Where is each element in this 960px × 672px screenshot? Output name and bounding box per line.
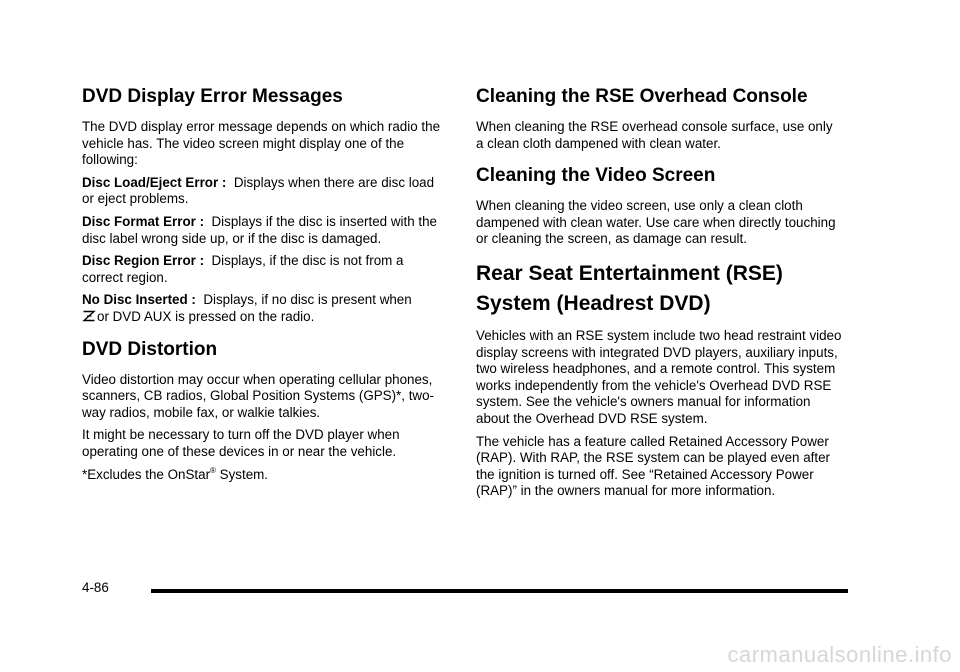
error-term: Disc Load/Eject Error : — [82, 174, 227, 190]
error-item-no-disc — [82, 292, 448, 325]
screen-paragraph: When cleaning the video screen, use only a clean cloth dampened with clean water. Use care when directly touching or cleaning the screen, as damage can result. — [476, 198, 836, 247]
watermark: carmanualsonline.info — [727, 642, 952, 667]
load-eject-icon — [82, 310, 96, 322]
heading-cleaning-video-screen: Cleaning the Video Screen — [476, 165, 716, 187]
distortion-paragraph-1: Video distortion may occur when operating cellular phones, scanners, CB radios, Global Position Systems (GPS)*, two-way radios, mobile fax, or walkie talkies. — [82, 371, 435, 420]
rse-paragraph-2: The vehicle has a feature called Retained Accessory Power (RAP). With RAP, the RSE system can be played even after the ignition is turned off. See “Retained Accessory Power (RAP)” in the owners manual for more information. — [476, 433, 831, 499]
distortion-paragraph-2: It might be necessary to turn off the DVD player when operating one of these devices in or near the vehicle. — [82, 427, 400, 459]
errors-intro-paragraph: The DVD display error message depends on which radio the vehicle has. The video screen might display one of the following: — [82, 119, 441, 168]
console-paragraph: When cleaning the RSE overhead console surface, use only a clean cloth dampened with clean water. — [476, 119, 833, 151]
left-column — [82, 84, 448, 489]
page-number: 4-86 — [82, 580, 109, 595]
rse-paragraph-1: Vehicles with an RSE system include two head restraint video display screens with integrated DVD players, auxiliary inputs, two wireless headphones, and a remote control. This system works independently from the vehicle's Overhead DVD RSE system. See the vehicle's owners manual for information about the Overhead DVD RSE system. — [476, 327, 842, 426]
error-item-load-eject — [82, 175, 448, 208]
heading-dvd-display-error-messages: DVD Display Error Messages — [82, 86, 343, 107]
heading-cleaning-console: Cleaning the RSE Overhead Console — [476, 86, 808, 107]
footnote-text: *Excludes the OnStar — [82, 466, 211, 482]
heading-rse-system — [476, 259, 842, 319]
error-item-format — [82, 214, 448, 247]
error-term: Disc Format Error : — [82, 213, 205, 229]
onstar-footnote — [82, 467, 448, 484]
error-desc: Displays when there are disc load or eject problems. — [82, 174, 435, 207]
error-item-region — [82, 253, 448, 286]
registered-mark: ® — [210, 465, 216, 475]
heading-line-2: System (Headrest DVD) — [476, 291, 711, 315]
error-term: No Disc Inserted : — [82, 292, 196, 308]
heading-dvd-distortion: DVD Distortion — [82, 338, 218, 360]
error-desc-cont: or DVD AUX is pressed on the radio. — [97, 308, 315, 324]
footnote-text-end: System. — [215, 466, 269, 482]
right-column — [476, 84, 842, 506]
error-desc: Displays if the disc is inserted with the disc label wrong side up, or if the disc is damaged. — [82, 213, 438, 246]
error-desc: Displays, if no disc is present when — [203, 292, 412, 308]
error-term: Disc Region Error : — [82, 253, 205, 269]
heading-line-1: Rear Seat Entertainment (RSE) — [476, 261, 783, 285]
footer-rule — [151, 589, 848, 593]
error-desc: Displays, if the disc is not from a correct region. — [82, 253, 404, 285]
